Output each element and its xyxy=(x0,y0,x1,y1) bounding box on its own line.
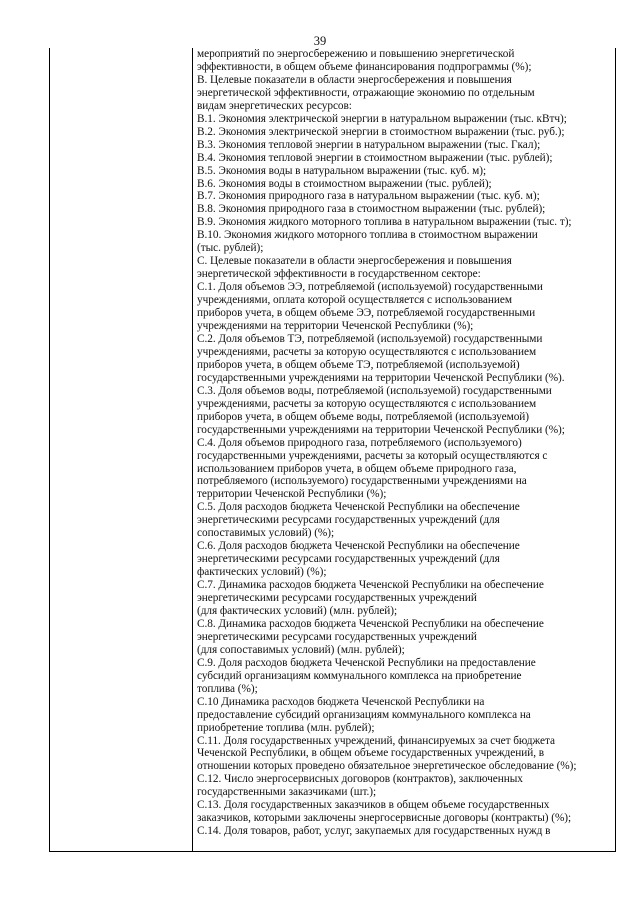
text-line: С.4. Доля объемов природного газа, потребляемого (используемого) xyxy=(197,436,522,449)
text-line: территории Чеченской Республики (%); xyxy=(197,488,387,501)
text-line: государственными учреждениями на территории Чеченской Республики (%); xyxy=(197,423,565,436)
left-empty-column xyxy=(50,48,193,851)
text-line: С. Целевые показатели в области энергосбережения и повышения xyxy=(197,255,512,268)
text-line: С.8. Динамика расходов бюджета Чеченской Республики на обеспечение xyxy=(197,617,544,630)
text-line: топлива (%); xyxy=(197,682,258,695)
text-line: приобретение топлива (млн. рублей); xyxy=(197,721,375,734)
text-line: В.1. Экономия электрической энергии в натуральном выражении (тыс. кВтч); xyxy=(197,112,567,125)
text-line: государственными учреждениями на территории Чеченской Республики (%). xyxy=(197,371,565,384)
text-line: С.5. Доля расходов бюджета Чеченской Республики на обеспечение xyxy=(197,501,520,514)
content-column xyxy=(197,48,613,851)
text-line: С.1. Доля объемов ЭЭ, потребляемой (используемой) государственными xyxy=(197,281,543,294)
text-line: государственными заказчиками (шт.); xyxy=(197,786,377,799)
text-line: С.11. Доля государственных учреждений, финансируемых за счет бюджета xyxy=(197,734,555,747)
text-line: (для сопоставимых условий) (млн. рублей); xyxy=(197,643,405,656)
text-line: энергетическими ресурсами государственных учреждений (для xyxy=(197,553,500,566)
text-line: (тыс. рублей); xyxy=(197,242,264,255)
text-line: В.9. Экономия жидкого моторного топлива в натуральном выражении (тыс. т); xyxy=(197,216,572,229)
text-line: С.3. Доля объемов воды, потребляемой (используемой) государственными xyxy=(197,384,552,397)
text-line: эффективности, в общем объеме финансирования подпрограммы (%); xyxy=(197,60,532,73)
text-line: В.8. Экономия природного газа в стоимостном выражении (тыс. рублей); xyxy=(197,203,546,216)
text-line: энергетической эффективности в государственном секторе: xyxy=(197,268,481,281)
page-number: 39 xyxy=(313,34,327,48)
text-line: энергетической эффективности, отражающие экономию по отдельным xyxy=(197,86,535,99)
text-line: С.9. Доля расходов бюджета Чеченской Республики на предоставление xyxy=(197,656,536,669)
table-frame xyxy=(49,48,616,852)
text-line: энергетическими ресурсами государственных учреждений (для xyxy=(197,514,500,527)
text-line: С.2. Доля объемов ТЭ, потребляемой (используемой) государственными xyxy=(197,332,543,345)
text-line: энергетическими ресурсами государственных учреждений xyxy=(197,630,477,643)
text-line: учреждениями, оплата которой осуществляется с использованием xyxy=(197,294,512,307)
text-line: энергетическими ресурсами государственных учреждений xyxy=(197,592,477,605)
text-line: В.6. Экономия воды в стоимостном выражении (тыс. рублей); xyxy=(197,177,492,190)
text-line: мероприятий по энергосбережению и повышению энергетической xyxy=(197,48,515,60)
text-line: потребляемого (используемого) государственными учреждениями на xyxy=(197,475,527,488)
text-line: В.3. Экономия тепловой энергии в натуральном выражении (тыс. Гкал); xyxy=(197,138,541,151)
text-line: фактических условий) (%); xyxy=(197,566,327,579)
text-line: Чеченской Республики, в общем объеме государственных учреждений, в xyxy=(197,747,545,760)
text-line: (для фактических условий) (млн. рублей); xyxy=(197,604,398,617)
text-line: В.4. Экономия тепловой энергии в стоимостном выражении (тыс. рублей); xyxy=(197,151,553,164)
text-line: С.6. Доля расходов бюджета Чеченской Республики на обеспечение xyxy=(197,540,520,553)
text-line: С.14. Доля товаров, работ, услуг, закупаемых для государственных нужд в xyxy=(197,825,551,838)
text-line: С.7. Динамика расходов бюджета Чеченской Республики на обеспечение xyxy=(197,579,544,592)
text-line: приборов учета, в общем объеме воды, потребляемой (используемой) xyxy=(197,410,529,423)
text-line: В.5. Экономия воды в натуральном выражении (тыс. куб. м); xyxy=(197,164,487,177)
text-line: учреждениями, расчеты за которую осуществляются с использованием xyxy=(197,345,537,358)
text-line: сопоставимых условий) (%); xyxy=(197,527,335,540)
text-line: государственными учреждениями, расчеты за который осуществляются с xyxy=(197,449,548,462)
text-line: предоставление субсидий организациям коммунального комплекса на xyxy=(197,708,531,721)
text-line: учреждениями на территории Чеченской Республики (%); xyxy=(197,320,474,333)
text-line: приборов учета, в общем объеме ТЭ, потребляемой (используемой) xyxy=(197,358,520,371)
text-line: использованием приборов учета, в общем объеме природного газа, xyxy=(197,462,517,475)
text-line: В.7. Экономия природного газа в натуральном выражении (тыс. куб. м); xyxy=(197,190,540,203)
text-line: В.10. Экономия жидкого моторного топлива в стоимостном выражении xyxy=(197,229,538,242)
text-line: В. Целевые показатели в области энергосбережения и повышения xyxy=(197,73,512,86)
text-line: отношении которых проведено обязательное энергетическое обследование (%); xyxy=(197,760,577,773)
text-line: С.13. Доля государственных заказчиков в общем объеме государственных xyxy=(197,799,550,812)
text-line: учреждениями, расчеты за которую осуществляются с использованием xyxy=(197,397,537,410)
text-line: приборов учета, в общем объеме ЭЭ, потребляемой государственными xyxy=(197,307,536,320)
text-line: заказчиков, которыми заключены энергосервисные договоры (контракты) (%); xyxy=(197,812,572,825)
text-line: В.2. Экономия электрической энергии в стоимостном выражении (тыс. руб.); xyxy=(197,125,565,138)
text-line: С.12. Число энергосервисных договоров (контрактов), заключенных xyxy=(197,773,523,786)
text-line: субсидий организациям коммунального комплекса на приобретение xyxy=(197,669,522,682)
text-line: видам энергетических ресурсов: xyxy=(197,99,352,112)
text-line: С.10 Динамика расходов бюджета Чеченской Республики на xyxy=(197,695,485,708)
